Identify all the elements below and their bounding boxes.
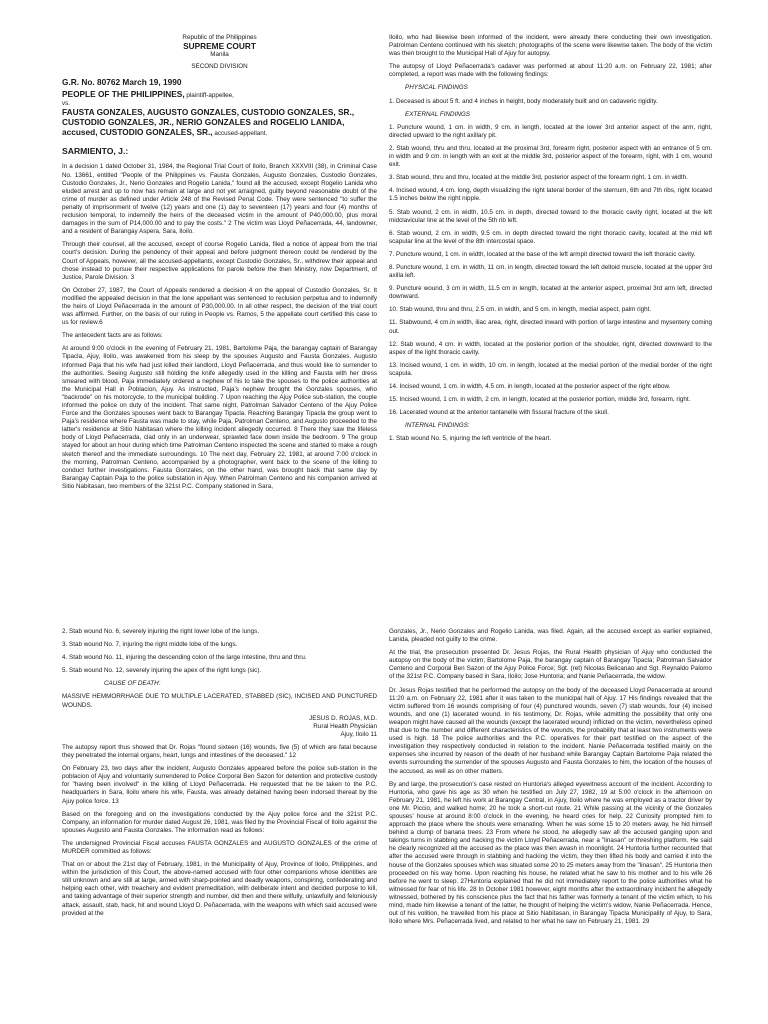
republic-line: Republic of the Philippines [182, 34, 257, 41]
external-findings-heading: EXTERNAL FINDINGS [405, 110, 470, 118]
court-name: SUPREME COURT [183, 41, 256, 52]
finding-item: 1. Puncture wound, 1 cm. in width, 9 cm. in length, located at the lower 3rd anterior aspect of the arm, right, directed upward to the right axillary pit. [389, 123, 712, 139]
finding-item: 11. Stabwound, 4 cm.in width, iliac area, right, directed inward with portion of large intestine and mysentery coming out. [389, 319, 712, 335]
signature-place: Ajuy, Iloilo 11 [340, 730, 377, 738]
ponente: SARMIENTO, J.: [62, 146, 129, 157]
accused-names: FAUSTA GONZALES, AUGUSTO GONZALES, CUSTODIO GONZALES, SR., CUSTODIO GONZALES, JR., NERIO GONZALES and ROGELIO LANIDA, accused, CUSTODIO GONZALES, SR., [62, 107, 355, 138]
column-4 [389, 628, 712, 931]
finding-item: 1. Deceased is about 5 ft. and 4 inches in height, body moderately built and on cadaveric rigidity. [389, 97, 658, 105]
cause-of-death-heading: CAUSE OF DEATH: [104, 680, 161, 688]
finding-item: 16. Lacerated wound at the anterior tantanelle with fissural fracture of the skull. [389, 409, 609, 417]
versus-label: vs. [62, 100, 71, 108]
column-3 [62, 628, 377, 923]
paragraph: The autopsy of Lloyd Peñacerrada's cadaver was performed at about 11:20 a.m. on February 22, 1981; after completed, a report was made with the following findings: [389, 63, 712, 79]
physical-findings-heading: PHYSICAL FINDINGS [405, 84, 468, 92]
appellee-name: PEOPLE OF THE PHILIPPINES, [62, 89, 185, 100]
paragraph: On October 27, 1987, the Court of Appeals rendered a decision 4 on the appeal of Custodio Gonzales, Sr. It modified the appealed decision in that the lone appellant was sentenced to reclusion perpetua and to indemnify the heirs of Lloyd Peñacerrada in the amount of P30,000.00. In all other respect, the decision of the trial court was affirmed. Further, on the basis of our ruling in People vs. Ramos, 5 the appellate court certified this case to us for review.6 [62, 286, 377, 327]
finding-item: 15. Incised wound, 1 cm. in width, 2 cm. in length, located at the posterior portion, middle 3rd, forearm, right. [389, 396, 691, 404]
column-2 [389, 34, 712, 448]
internal-findings-heading: INTERNAL FINDINGS: [405, 422, 470, 430]
court-city: Manila [210, 51, 229, 59]
signature-title: Rural Health Physician [313, 722, 377, 730]
information-text: The undersigned Provincial Fiscal accuses FAUSTA GONZALES and AUGUSTO GONZALES of the crime of MURDER committed as follows: [62, 839, 377, 855]
signature-name: JESUS D. ROJAS, M.D. [309, 714, 377, 722]
paragraph: At around 9:00 o'clock in the evening of February 21, 1981, Bartolome Paja, the barangay captain of Barangay Tipacla, Ajuy, Iloilo, was awakened from his sleep by the spouses Augusto and Fausta Gonzales. Augusto informed Paja that his wife had just killed their landlord, Lloyd Peñacerrada, and thus would like to surrender to the authorities. Seeing Augusto still holding the knife allegedly used in the killing and Fausta with her dress smeared with blood, Paja immediately ordered a nephew of his to take the spouses to the police authorities at the Municipal Hall in Poblacion, Ajuy. As instructed, Paja's nephew brought the Gonzales spouses, who "backrode" on his motorcycle, to the municipal building. 7 Upon reaching the Ajuy Police sub-station, the couple informed the police on duty of the incident. That same night, Patrolman Salvador Centeno of the Ajuy Police Force and the Gonzales spouses went back to Barangay Tipacla. Reaching Barangay Tipacla the group went to Paja's residence where Fausta was made to stay, while Paja, Patrolman Centeno, and Augusto proceeded to the latter's residence at Sitio Nabitasan where the killing incident allegedly occurred. 8 There they saw the lifeless body of Lloyd Peñacerrada, clad only in an underwear, sprawled face down inside the bedroom. 9 The group stayed for about an hour during which time Patrolman Centeno inspected the scene and started to make a rough sketch thereof and the immediate surroundings. 10 The next day, February 22, 1981, at around 7:00 o'clock in the morning, Patrolman Centeno, accompanied by a photographer, went back to the scene of the killing to conduct further investigations. Fausta Gonzales, on the other hand, was brought back that same day by Barangay Captain Paja to the police substation in Ajuy. When Patrolman Centeno and his companion arrived at Sitio Nabitasan, two members of the 321st P.C. Company stationed in Sara, [62, 345, 377, 490]
finding-item: 4. Stab wound No. 11, injuring the descending colon of the large intestine, thru and thru. [62, 654, 307, 662]
finding-item: 3. Stab wound, thru and thru, located at the middle 3rd, posterior aspect of the forearm right, 1 cm. in width. [389, 174, 688, 182]
signature-block [62, 715, 377, 739]
finding-item: 5. Stab wound, 2 cm. in width, 10.5 cm. in depth, directed toward to the thoracic cavity right, located at the left midclavicular line at the level of the 5th rib left. [389, 208, 712, 224]
paragraph: The antecedent facts are as follows: [62, 332, 163, 340]
accused-role: accused-appellant. [212, 130, 268, 138]
paragraph: The autopsy report thus showed that Dr. Rojas "found sixteen (16) wounds, five (5) of which are fatal because they penetrated the internal organs, heart, lungs and intestines of the deceased." 12 [62, 743, 377, 760]
case-parties [62, 90, 377, 138]
finding-item: 6. Stab wound, 2 cm. in width, 9.5 cm. in depth directed toward the right thoracic cavity, located at the mid left scapular line at the level of the 8th intercostal space. [389, 229, 712, 245]
finding-item: 7. Puncture wound, 1 cm. in width, located at the base of the left armpit directed toward the left thoracic cavity. [389, 250, 696, 258]
paragraph: At the trial, the prosecution presented Dr. Jesus Rojas, the Rural Health physician of Ajuy who conducted the autopsy on the body of the victim; Bartolome Paja, the barangay captain of Barangay Tipacla; Patrolman Salvador Centeno and Corporal Ben Sazon of the Ajuy Police Force; Sgt. (ret) Nicolas Belicanao and Sgt. Reynaldo Palomo of the 321st P.C. Company based in Sara, Iloilo; Jose Huntoria; and Nanie Peñacerrada, the widow. [389, 649, 712, 681]
finding-item: 14. Incised wound, 1 cm. in width, 4.5 cm. in length, located at the posterior aspect of the right elbow. [389, 383, 671, 390]
court-header [62, 34, 377, 71]
finding-item: 4. Incised wound, 4 cm. long, depth visualizing the right lateral border of the sternum, 6th and 7th ribs, right located 1.5 inches below the right nipple. [389, 187, 712, 203]
finding-item: 2. Stab wound, thru and thru, located at the proximal 3rd, forearm right, posterior aspect with an entrance of 5 cm. in width and 9 cm. in length with an exit at the middle 3rd, posterior aspect of the forearm, right, with 1 cm. wound exit. [389, 144, 712, 169]
paragraph: Through their counsel, all the accused, except of course Rogelio Lanida, filed a notice of appeal from the trial court's decision. During the pendency of their appeal and before judgment thereon could be rendered by the Court of Appeals, however, all the accused-appellants, except Custodio Gonzales, Sr., withdrew their appeal and chose instead to pursue their respective applications for parole before the then Ministry, now Department, of Justice, Parole Division. 3 [62, 241, 377, 281]
finding-item: 13. Incised wound, 1 cm. in width, 10 cm. in length, located at the medial portion of the medial border of the right scapula. [389, 361, 712, 377]
finding-item: 12. Stab wound, 4 cm. in width, located at the posterior portion of the shoulder, right, directed downward to the aspex of the light thoracic cavity. [389, 340, 712, 356]
paragraph: By and large, the prosecution's case rested on Huntoria's alleged eyewitness account of the incident. According to Huntoria, who gave his age as 30 when he testified on July 27, 1982, 19 at 5:00 o'clock in the afternoon on February 21, 1981, he left his work at Barangay Central, in Ajuy, Iloilo where he was employed as a tractor driver by one Mr. Piccio, and walked home; 20 he took a short-cut route. 21 While passing at the vicinity of the Gonzales spouses' house at around 8:00 o'clock in the evening, he heard cries for help. 22 Curiosity prompted him to approach the place where the shouts were emanating. When he was some 15 to 20 meters away, he hid himself behind a clump of banana trees. 23 From where he stood, he allegedly saw all the accused ganging upon and takings turns in stabbing and hacking the victim Lloyd Peñacerrada, near a "linasan" or threshing platform. He said he clearly recognized all the accused as the place was then awash in moonlight. 24 Huntoria further recounted that after the accused were through in stabbing and hacking the victim, they then lifted his body and carried it into the house of the Gonzales spouses which was situated some 20 to 25 meters away from the "linasan". 25 Huntoria then proceeded on his way home. Upon reaching his house, he related what he saw to his mother and to his wife 26 before he went to sleep. 27Huntoria explained that he did not immediately report to the police authorities what he witnessed for fear of his life. 28 In October 1981 however, eight months after the extraordinary incident he allegedly witnessed, bothered by his conscience plus the fact that his father was formerly a tenant of the victim which, to his mind, made him likewise a tenant of the latter, he thought of helping the victim's widow, Nanie Peñacerrada. Hence, out of his volition, he travelled from his place at Sitio Nabitasan, in Barangay Tipacla Municipality of Ajuy, to Sara, Iloilo where Mrs. Peñacerrada lived, and related to her what he saw on February 21, 1981. 29 [389, 780, 712, 926]
appellee-role: plaintiff-appellee, [184, 92, 234, 100]
paragraph: Iloilo, who had likewise been informed of the incident, were already there conducting their own investigation. Patrolman Centeno continued with his sketch; photographs of the scene were likewise taken. The body of the victim was then brought to the Municipal Hall of Ajuy for autopsy. [389, 34, 712, 58]
cause-of-death-text: MASSIVE HEMMORRHAGE DUE TO MULTIPLE LACERATED, STABBED (SIC), INCISED AND PUNCTURED WOUNDS. [62, 693, 377, 709]
information-text: That on or about the 21st day of February, 1981, in the Municipality of Ajuy, Province of Iloilo, Philippines, and within the jurisdiction of this Court, the above-named accused with four other companions whose identities are still unknown and are still at large, armed with sharp-pointed and deadly weapons, conspiring, confederating and helping each other, with treachery and evident premeditation, with deliberate intent and decided purpose to kill, and taking advantage of their superior strength and number, did then and there wilfully, unlawfully and feloniously attack, assault, stab, hack, hit and wound Lloyd D. Peñacerrada, with the weapons with which said accused were provided at the [62, 861, 377, 917]
paragraph: Dr. Jesus Rojas testified that he performed the autopsy on the body of the deceased Lloyd Penacerrada at around 11:20 a.m. on February 22, 1981 after it was taken to the municipal hall of Ajuy. 17 His findings revealed that the victim suffered from 16 wounds comprising of four (4) punctured wounds, seven (7) stab wounds, four (4) incised wounds, and one (1) lacerated wound. In his testimony, Dr. Rojas, while admitting the possibility that only one weapon might have caused all the wounds (except the lacerated wound) inflicted on the victim, nevertheless opined that due to the number and different characteristics of the wounds, the probability that at least two instruments were used is high. 18 The police authorities and the P.C. operatives for their part testified on the aspect of the investigation they respectively conducted in relation to the incident. Nanie Peñacerrada testified mainly on the expenses she incurred by reason of the death of her husband while Barangay Captain Bartolome Paja related the events surrounding the surrender of the spouses Augusto and Fausta Gonzales to him, the location of the houses of the accused, as well as on other matters. [389, 686, 712, 775]
paragraph: Gonzales, Jr., Nerio Gonzales and Rogelio Lanida, was filed. Again, all the accused except as earlier explained, Lanida, pleaded not guilty to the crime. [389, 628, 712, 644]
finding-item: 1. Stab wound No. 5, injuring the left ventricle of the heart. [389, 435, 552, 443]
paragraph: On February 23, two days after the incident, Augusto Gonzales appeared before the police sub-station in the poblacion of Ajuy and voluntarily surrendered to Police Corporal Ben Sazon for detention and protective custody for "having been involved" in the killing of Lloyd Peñacerrada. He requested that he be taken to the P.C. headquarters in Sara, Iloilo where his wife, Fausta, was already detained having been indorsed thereat by the Ajuy police force. 13 [62, 765, 377, 805]
finding-item: 5. Stab wound No. 12, severely injuring the apex of the right lungs (sic). [62, 667, 262, 675]
case-number: G.R. No. 80762 March 19, 1990 [62, 77, 182, 88]
finding-item: 10. Stab wound, thru and thru, 2.5 cm. in width, and 5 cm. in length, medial aspect, palm right. [389, 306, 652, 314]
finding-item: 9. Puncture wound, 3 cm in width, 11.5 cm in length, located at the anterior aspect, proximal 3rd arm left, directed downward. [389, 285, 712, 301]
court-division: SECOND DIVISION [191, 63, 248, 71]
column-1 [62, 34, 377, 496]
finding-item: 8. Puncture wound, 1 cm. in width, 11 cm. in length, directed toward the left deltoid muscle, located at the upper 3rd axilla left. [389, 263, 712, 280]
finding-item: 3. Stab wound No. 7, injuring the right middle lobe of the lungs. [62, 641, 238, 649]
paragraph: Based on the foregoing and on the investigations conducted by the Ajuy police force and the 321st P.C. Company, an information for murder dated August 26, 1981, was filed by the Provincial Fiscal of Iloilo against the spouses Augusto and Fausta Gonzales. The information read as follows: [62, 810, 377, 834]
paragraph: In a decision 1 dated October 31, 1984, the Regional Trial Court of Iloilo, Branch XXXVIII (38), in Criminal Case No. 13661, entitled "People of the Philippines vs. Fausta Gonzales, Augusto Gonzales, Custodio Gonzales, Custodio Gonzales, Jr., Nerio Gonzales and Rogelio Lanida," found all the accused, except Rogelio Lanida who eluded arrest and up to now has remain at large and not yet arraigned, guilty beyond reasonable doubt of the crime of murder as defined under Article 248 of the Revised Penal Code. They were sentenced "to suffer the penalty of imprisonment of twelve (12) years and one (1) day to seventeen (17) years and four (4) months of reclusion temporal, to indemnify the heirs of the deceased victim in the amount of P40,000.00, plus moral damages in the sum of P14,000.00 and to pay the costs." 2 The victim was Lloyd Peñacerrada, 44, landowner, and a resident of Barangay Aspera, Sara, Iloilo. [62, 163, 377, 236]
finding-item: 2. Stab wound No. 6, severely injuring the right lower lobe of the lungs. [62, 628, 260, 635]
